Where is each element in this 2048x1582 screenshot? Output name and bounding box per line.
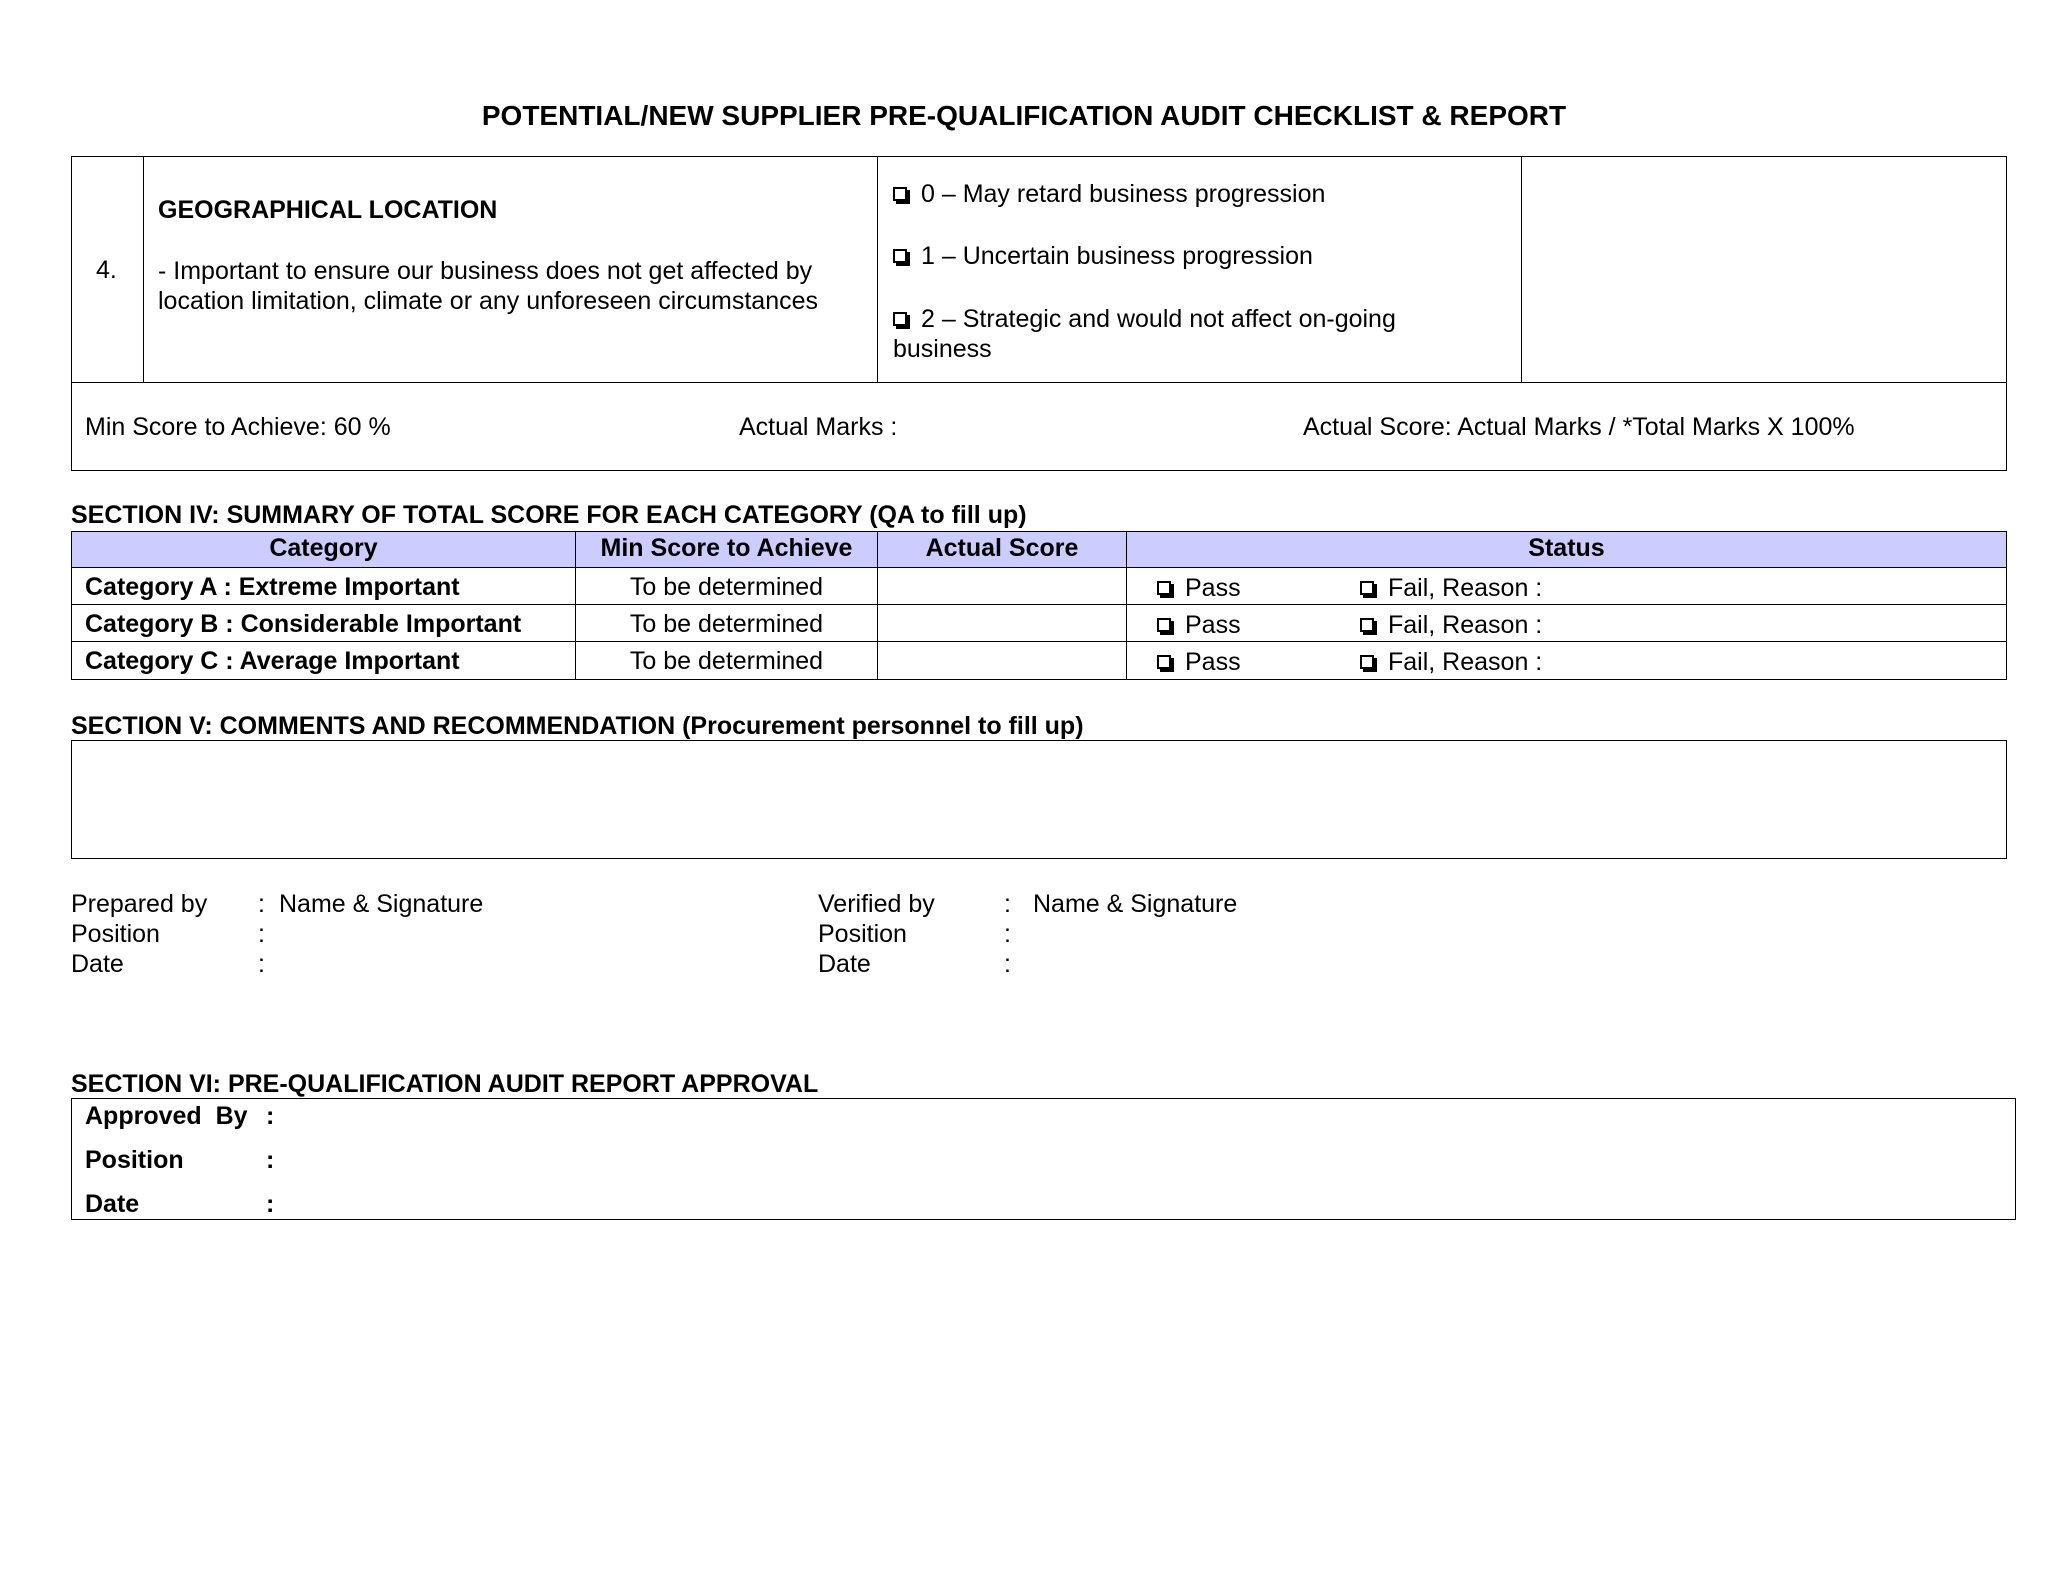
checkbox-icon[interactable] (893, 249, 907, 263)
approval-date-label: Date (85, 1190, 140, 1218)
fail-option-a[interactable] (1360, 574, 1542, 603)
option-2[interactable] (893, 304, 1453, 364)
document-title: POTENTIAL/NEW SUPPLIER PRE-QUALIFICATION AUDIT CHECKLIST & REPORT (481, 100, 1567, 131)
header-status: Status (1127, 534, 2006, 563)
pass-option-b[interactable] (1157, 611, 1241, 640)
verified-by-label: Verified by (818, 890, 935, 918)
checkbox-icon[interactable] (893, 312, 907, 326)
verified-by-value: Name & Signature (1033, 890, 1238, 918)
item-heading: GEOGRAPHICAL LOCATION (158, 196, 498, 224)
pass-label: Pass (1185, 611, 1241, 639)
verified-date-colon: : (1004, 950, 1011, 978)
pass-label: Pass (1185, 574, 1241, 602)
pass-option-c[interactable] (1157, 648, 1241, 677)
header-min-score: Min Score to Achieve (576, 534, 877, 563)
option-1[interactable] (893, 242, 1503, 271)
approval-box (71, 1098, 2016, 1220)
fail-option-b[interactable] (1360, 611, 1542, 640)
option-0-label: 0 – May retard business progression (921, 180, 1326, 208)
checkbox-icon[interactable] (1157, 581, 1171, 595)
prepared-position-label: Position (71, 920, 160, 948)
actual-score-c[interactable] (880, 646, 1124, 676)
category-c: Category C : Average Important (85, 647, 460, 675)
checkbox-icon[interactable] (893, 187, 907, 201)
prepared-position-colon: : (258, 920, 265, 948)
prepared-by-value: Name & Signature (279, 890, 484, 918)
header-category: Category (72, 534, 575, 563)
fail-label: Fail, Reason : (1388, 648, 1543, 676)
prepared-date-label: Date (71, 950, 124, 978)
checkbox-icon[interactable] (1157, 618, 1171, 632)
min-score-c: To be determined (629, 647, 824, 675)
actual-marks-label: Actual Marks : (739, 413, 898, 441)
actual-score-formula: Actual Score: Actual Marks / *Total Marks X 100% (1303, 413, 1855, 441)
min-score-label: Min Score to Achieve: 60 % (85, 413, 391, 441)
min-score-b: To be determined (629, 610, 824, 638)
item-description: - Important to ensure our business does not get affected by location limitation, climate or any unforeseen circumstances (158, 257, 819, 315)
fail-label: Fail, Reason : (1388, 574, 1543, 602)
approved-by-colon: : (266, 1102, 275, 1130)
verified-position-label: Position (818, 920, 907, 948)
fail-option-c[interactable] (1360, 648, 1542, 677)
min-score-a: To be determined (629, 573, 824, 601)
pass-label: Pass (1185, 648, 1241, 676)
section5-heading: SECTION V: COMMENTS AND RECOMMENDATION (Procurement personnel to fill up) (71, 712, 1084, 740)
actual-score-a[interactable] (880, 572, 1124, 602)
option-0[interactable] (893, 180, 1503, 209)
verified-position-colon: : (1004, 920, 1011, 948)
prepared-date-colon: : (258, 950, 265, 978)
approved-by-label: Approved By (85, 1102, 248, 1130)
approval-date-colon: : (266, 1190, 275, 1218)
verified-by-colon: : (1004, 890, 1011, 918)
checkbox-icon[interactable] (1360, 581, 1374, 595)
pass-option-a[interactable] (1157, 574, 1241, 603)
category-b: Category B : Considerable Important (85, 610, 522, 638)
prepared-by-colon: : (258, 890, 265, 918)
fail-label: Fail, Reason : (1388, 611, 1543, 639)
approval-position-label: Position (85, 1146, 184, 1174)
checkbox-icon[interactable] (1360, 655, 1374, 669)
section6-heading: SECTION VI: PRE-QUALIFICATION AUDIT REPORT APPROVAL (71, 1070, 819, 1098)
checkbox-icon[interactable] (1360, 618, 1374, 632)
actual-score-b[interactable] (880, 609, 1124, 639)
section4-heading: SECTION IV: SUMMARY OF TOTAL SCORE FOR EACH CATEGORY (QA to fill up) (71, 501, 1027, 529)
header-actual-score: Actual Score (878, 534, 1126, 563)
comments-box[interactable] (71, 740, 2007, 859)
approval-position-colon: : (266, 1146, 275, 1174)
checkbox-icon[interactable] (1157, 655, 1171, 669)
prepared-by-label: Prepared by (71, 890, 208, 918)
remarks-cell[interactable] (1525, 160, 2003, 380)
item-number: 4. (96, 256, 117, 284)
category-a: Category A : Extreme Important (85, 573, 460, 601)
option-2-label: 2 – Strategic and would not affect on-going business (893, 305, 1396, 363)
verified-date-label: Date (818, 950, 871, 978)
option-1-label: 1 – Uncertain business progression (921, 242, 1313, 270)
